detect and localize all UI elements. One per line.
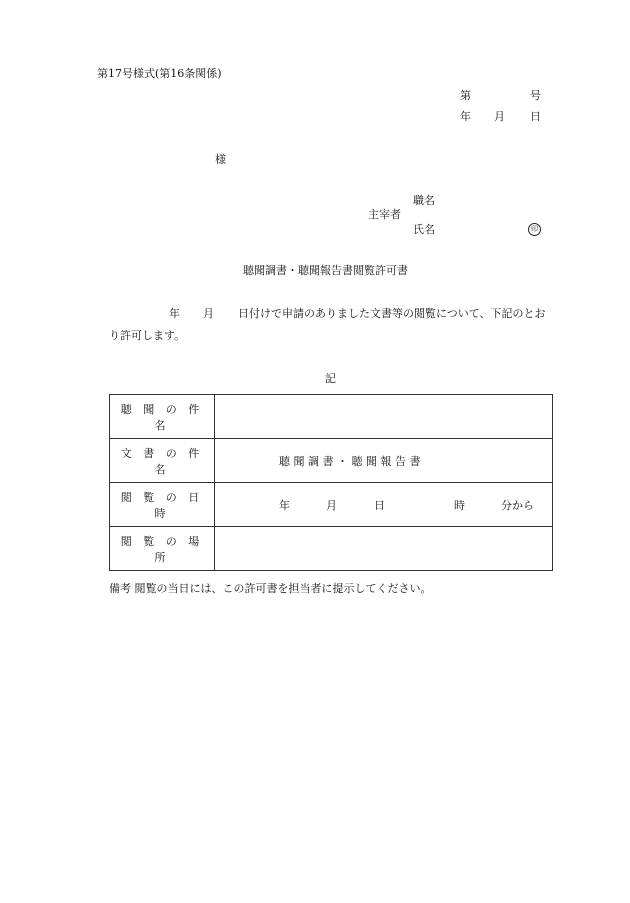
number-go: 号	[530, 89, 541, 102]
seal-icon: 印	[528, 223, 541, 236]
table-row	[110, 395, 553, 439]
datetime-fun: 分から	[501, 498, 534, 512]
organizer-role-label: 主宰者	[368, 208, 401, 221]
addressee-suffix: 様	[215, 153, 226, 166]
row-value-viewing-datetime	[215, 483, 553, 527]
row-value-document-subject	[215, 439, 553, 483]
datetime-nen: 年	[279, 498, 290, 512]
body-nen: 年	[169, 307, 180, 320]
table-row	[110, 527, 553, 571]
organizer-name-label: 氏名	[413, 223, 435, 236]
datetime-hi: 日	[374, 498, 385, 512]
row-label-viewing-place: 閲 覧 の 場 所	[110, 527, 215, 571]
row-label-hearing-subject: 聴 聞 の 件 名	[110, 395, 215, 439]
body-line1: 日付けで申請のありました文書等の閲覧について、下記のとお	[238, 307, 546, 320]
body-tsuki: 月	[203, 307, 214, 320]
row-label-document-subject: 文 書 の 件 名	[110, 439, 215, 483]
row-value-viewing-place	[215, 527, 553, 571]
details-table	[109, 394, 553, 571]
datetime-tsuki: 月	[326, 498, 337, 512]
document-title: 聴聞調書・聴聞報告書閲覧許可書	[243, 264, 408, 277]
date-hi: 日	[530, 110, 541, 123]
table-row	[110, 439, 553, 483]
table-row	[110, 483, 553, 527]
document-subject-value: 聴 聞 調 書 ・ 聴 聞 報 告 書	[279, 454, 421, 468]
form-number: 第17号様式(第16条関係)	[97, 67, 222, 80]
number-dai: 第	[460, 89, 471, 102]
row-label-viewing-datetime: 閲 覧 の 日 時	[110, 483, 215, 527]
datetime-ji: 時	[454, 498, 465, 512]
date-tsuki: 月	[494, 110, 505, 123]
date-nen: 年	[460, 110, 471, 123]
row-value-hearing-subject	[215, 395, 553, 439]
note: 備考 閲覧の当日には、この許可書を担当者に提示してください。	[109, 582, 432, 595]
organizer-title-label: 職名	[413, 194, 435, 207]
ki-heading: 記	[325, 372, 336, 385]
body-line2: り許可します。	[109, 329, 186, 342]
